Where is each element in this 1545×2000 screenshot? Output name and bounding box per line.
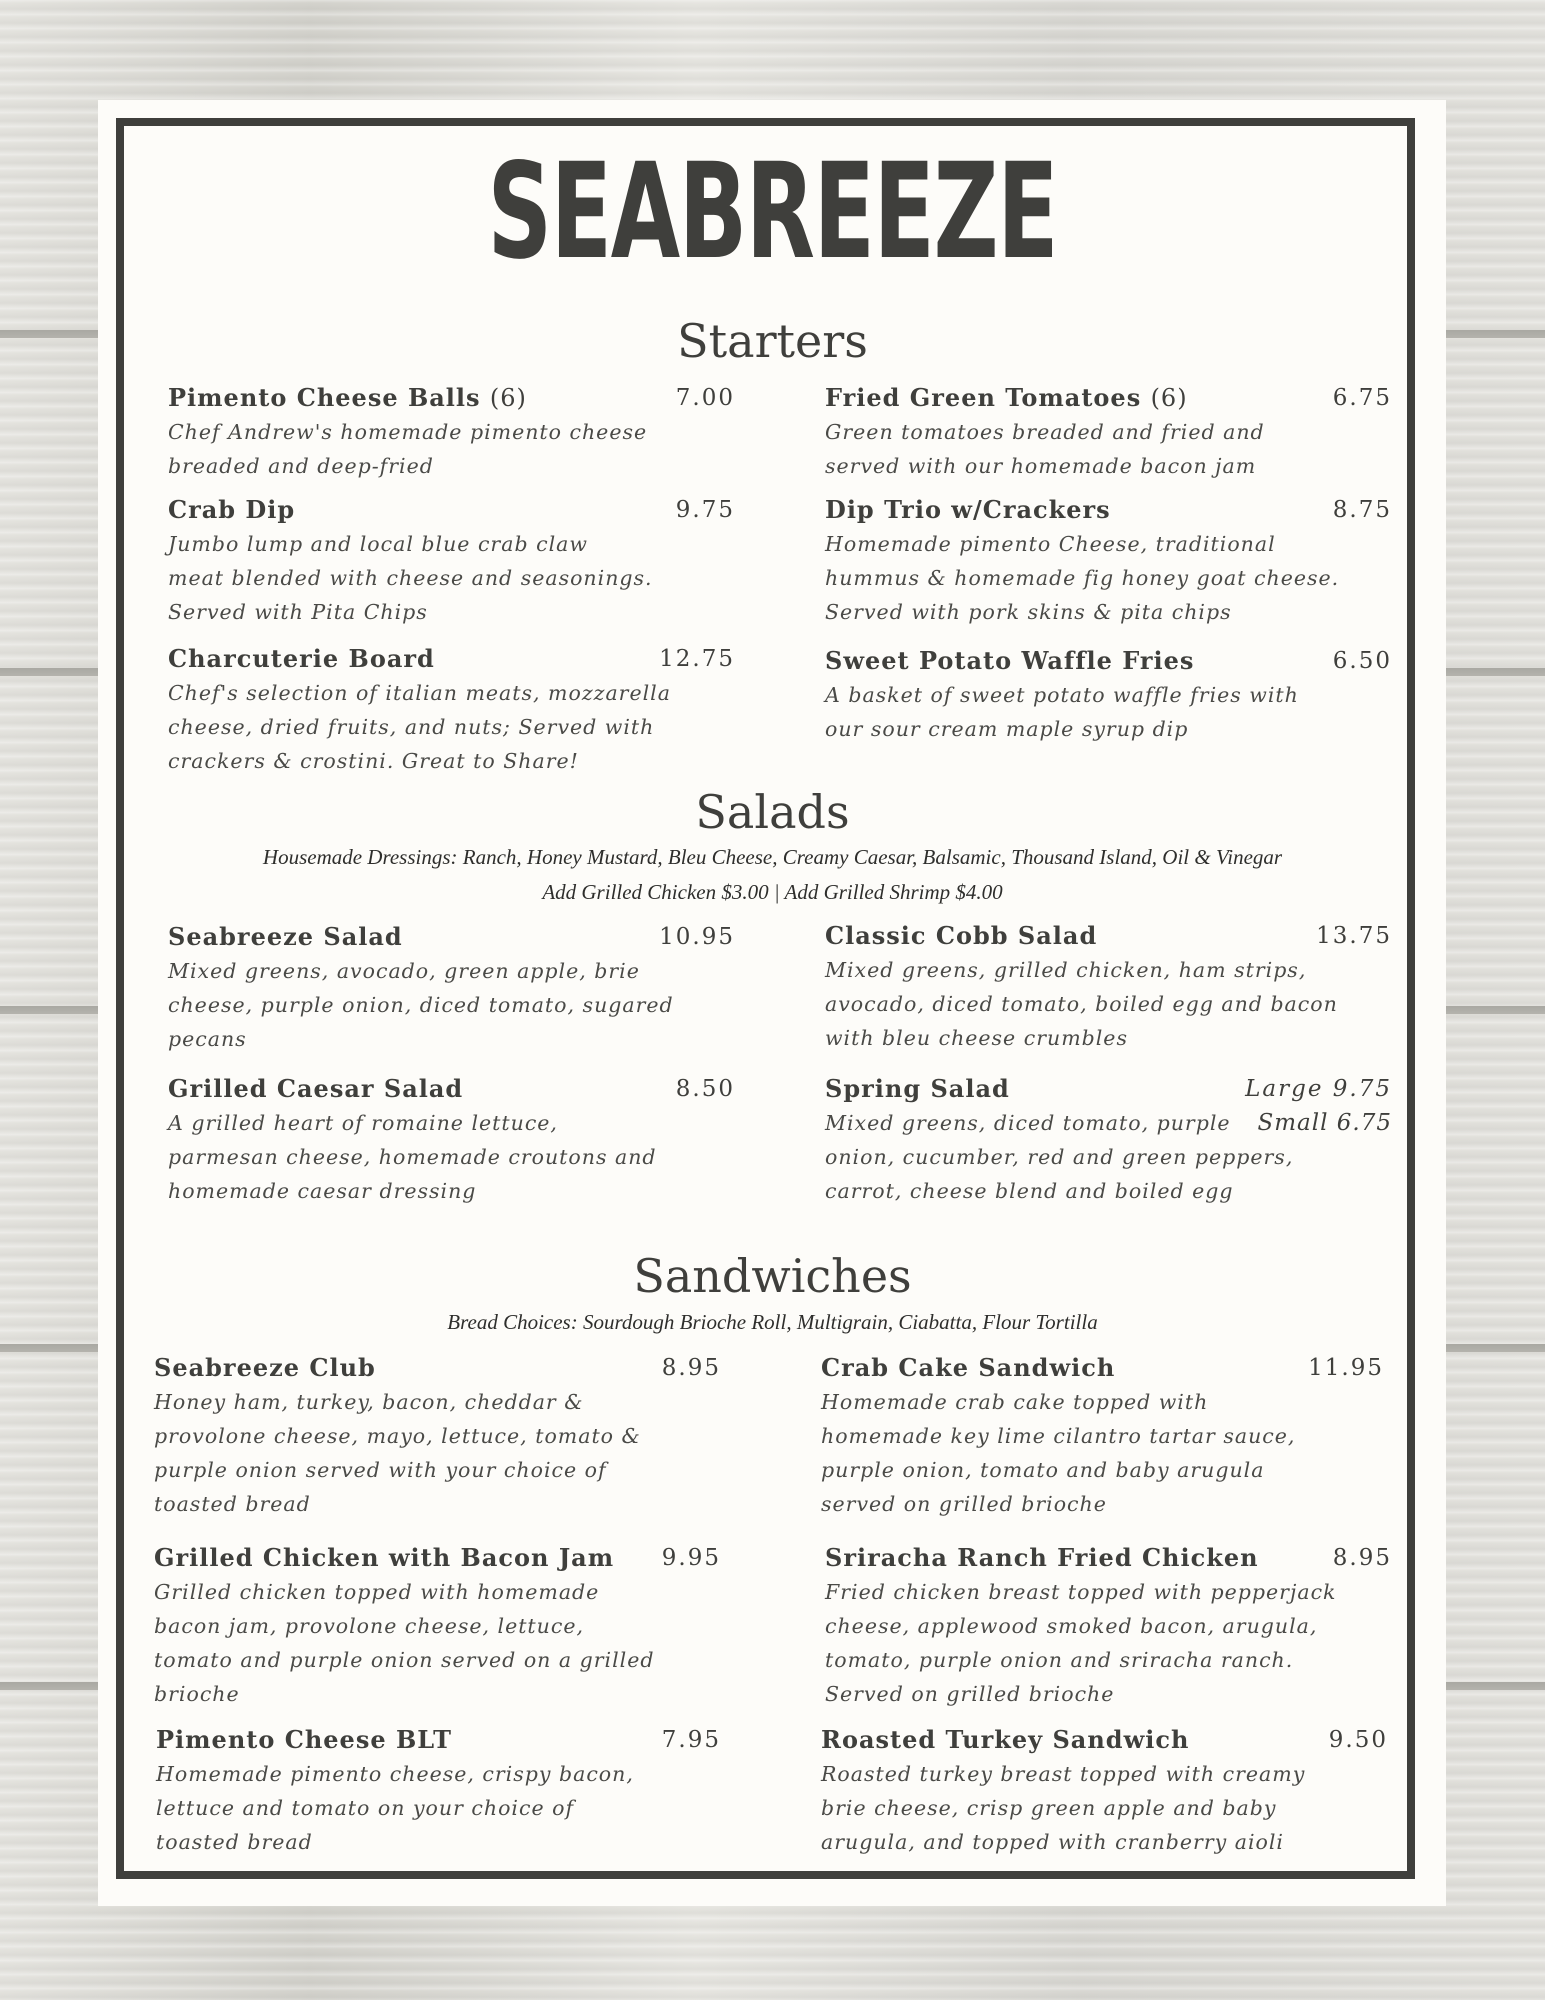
item-description: Homemade pimento cheese, crispy bacon, lettuce and tomato on your choice of toasted bread — [156, 1762, 634, 1854]
sandwiches-heading: Sandwiches — [633, 1249, 912, 1303]
restaurant-name: SEABREEZE — [487, 135, 1058, 289]
menu-item — [154, 1351, 721, 1521]
item-description: A basket of sweet potato waffle fries with our sour cream maple syrup dip — [825, 683, 1299, 741]
item-count: (6) — [1150, 384, 1188, 412]
item-price: 8.95 — [661, 1355, 721, 1381]
item-description: Green tomatoes breaded and fried and served with our homemade bacon jam — [825, 420, 1265, 478]
item-price: 7.00 — [675, 385, 735, 411]
item-description: Mixed greens, grilled chicken, ham strips, avocado, diced tomato, boiled egg and bacon with bleu cheese crumbles — [825, 958, 1338, 1050]
item-price: 13.75 — [1316, 923, 1392, 949]
menu-item — [154, 1541, 721, 1711]
item-name: Pimento Cheese BLT — [156, 1725, 453, 1754]
item-description: Homemade pimento Cheese, traditional hummus & homemade fig honey goat cheese. Served with pork skins & pita chips — [825, 532, 1340, 624]
item-description: Mixed greens, diced tomato, purple onion, cucumber, red and green peppers, carrot, cheese blend and boiled egg — [825, 1111, 1294, 1203]
menu-item — [825, 1541, 1392, 1711]
item-name: Classic Cobb Salad — [825, 921, 1098, 950]
item-name: Grilled Chicken with Bacon Jam — [154, 1543, 615, 1572]
item-description: Fried chicken breast topped with pepperjack cheese, applewood smoked bacon, arugula, tomato, purple onion and sriracha ranch. Served on grilled brioche — [825, 1580, 1337, 1706]
item-name: Spring Salad — [825, 1074, 1010, 1103]
menu-item — [168, 920, 735, 1056]
menu-item — [156, 1723, 721, 1859]
item-description: Grilled chicken topped with homemade bacon jam, provolone cheese, lettuce, tomato and purple onion served on a grilled brioche — [154, 1580, 655, 1706]
item-name: Crab Cake Sandwich — [821, 1353, 1116, 1382]
item-description: Homemade crab cake topped with homemade key lime cilantro tartar sauce, purple onion, tomato and baby arugula served on grilled brioche — [821, 1390, 1296, 1516]
item-name: Charcuterie Board — [168, 644, 435, 673]
item-price-small: Small 6.75 — [1257, 1110, 1392, 1136]
item-description: A grilled heart of romaine lettuce, parmesan cheese, homemade croutons and homemade caesar dressing — [168, 1111, 657, 1203]
item-price: 6.75 — [1332, 385, 1392, 411]
item-name: Dip Trio w/Crackers — [825, 495, 1111, 524]
item-price: 9.95 — [661, 1545, 721, 1571]
item-description: Chef Andrew's homemade pimento cheese breaded and deep-fried — [168, 420, 648, 478]
item-price: 8.75 — [1332, 497, 1392, 523]
item-price: 11.95 — [1308, 1355, 1384, 1381]
item-description: Roasted turkey breast topped with creamy brie cheese, crisp green apple and baby arugula, and topped with cranberry aioli — [821, 1762, 1306, 1854]
item-description: Jumbo lump and local blue crab claw meat blended with cheese and seasonings. Served with Pita Chips — [168, 532, 653, 624]
menu-item — [168, 1072, 735, 1208]
dressings-note: Housemade Dressings: Ranch, Honey Mustard, Bleu Cheese, Creamy Caesar, Balsamic, Thousand Island, Oil & Vinegar — [262, 845, 1283, 869]
item-name: Roasted Turkey Sandwich — [821, 1725, 1190, 1754]
item-name: Seabreeze Salad — [168, 922, 403, 951]
item-price: 8.50 — [675, 1076, 735, 1102]
menu-item — [168, 381, 735, 483]
item-description: Mixed greens, avocado, green apple, brie cheese, purple onion, diced tomato, sugared pecans — [168, 959, 674, 1051]
menu-item — [168, 642, 735, 778]
item-description: Chef's selection of italian meats, mozzarella cheese, dried fruits, and nuts; Served with crackers & crostini. Great to Share! — [168, 681, 671, 773]
item-name: Crab Dip — [168, 495, 296, 524]
item-price: 12.75 — [659, 646, 735, 672]
item-price: 10.95 — [659, 924, 735, 950]
menu-item — [825, 1072, 1392, 1208]
item-name: Sweet Potato Waffle Fries — [825, 646, 1195, 675]
item-price-large: Large 9.75 — [1245, 1076, 1392, 1102]
menu-item — [821, 1723, 1388, 1859]
item-name: Seabreeze Club — [154, 1353, 376, 1382]
menu-item — [825, 493, 1392, 629]
menu-item — [825, 919, 1392, 1055]
menu-item — [825, 644, 1392, 746]
menu-item — [825, 381, 1392, 483]
item-count: (6) — [489, 384, 527, 412]
item-name: Pimento Cheese Balls (6) — [168, 383, 527, 412]
starters-heading: Starters — [677, 314, 868, 368]
item-price: 9.75 — [675, 497, 735, 523]
bread-note: Bread Choices: Sourdough Brioche Roll, Multigrain, Ciabatta, Flour Tortilla — [447, 1310, 1098, 1334]
item-price: 8.95 — [1332, 1545, 1392, 1571]
item-price: 9.50 — [1328, 1727, 1388, 1753]
item-name: Grilled Caesar Salad — [168, 1074, 464, 1103]
item-name: Sriracha Ranch Fried Chicken — [825, 1543, 1259, 1572]
salads-heading: Salads — [695, 785, 850, 839]
addons-note: Add Grilled Chicken $3.00 | Add Grilled Shrimp $4.00 — [542, 880, 1003, 904]
item-price: 7.95 — [661, 1727, 721, 1753]
item-name: Fried Green Tomatoes (6) — [825, 383, 1188, 412]
menu-item — [168, 493, 735, 629]
menu-item — [821, 1351, 1384, 1521]
item-description: Honey ham, turkey, bacon, cheddar & provolone cheese, mayo, lettuce, tomato & purple onion served with your choice of toasted bread — [154, 1390, 641, 1516]
item-price: 6.50 — [1332, 648, 1392, 674]
